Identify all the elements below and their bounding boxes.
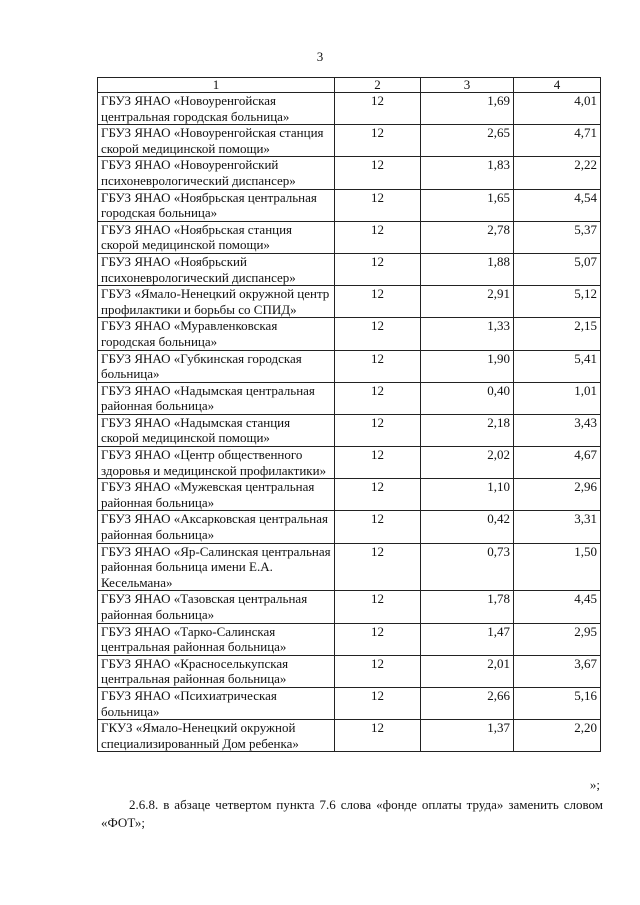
col4-cell: 5,07 [514, 253, 601, 285]
table-row [98, 93, 601, 125]
col4-cell: 5,12 [514, 286, 601, 318]
org-name-cell: ГБУЗ ЯНАО «Центр общественного здоровья и медицинской профилактики» [98, 447, 335, 479]
col3-cell: 2,02 [421, 447, 514, 479]
table-row [98, 125, 601, 157]
col4-cell: 3,31 [514, 511, 601, 543]
org-name-cell: ГБУЗ ЯНАО «Муравленковская городская больница» [98, 318, 335, 350]
table-row [98, 687, 601, 719]
col2-cell: 12 [335, 543, 421, 591]
col3-cell: 0,73 [421, 543, 514, 591]
org-name-cell: ГКУЗ «Ямало-Ненецкий окружной специализированный Дом ребенка» [98, 720, 335, 752]
header-cell-4: 4 [514, 78, 601, 93]
table-row [98, 414, 601, 446]
col3-cell: 2,66 [421, 687, 514, 719]
col4-cell: 5,41 [514, 350, 601, 382]
col3-cell: 2,01 [421, 655, 514, 687]
col2-cell: 12 [335, 687, 421, 719]
col2-cell: 12 [335, 253, 421, 285]
org-name-cell: ГБУЗ ЯНАО «Психиатрическая больница» [98, 687, 335, 719]
col3-cell: 2,65 [421, 125, 514, 157]
col3-cell: 2,78 [421, 221, 514, 253]
col3-cell: 1,90 [421, 350, 514, 382]
org-name-cell: ГБУЗ ЯНАО «Тазовская центральная районная больница» [98, 591, 335, 623]
col4-cell: 4,71 [514, 125, 601, 157]
col4-cell: 1,01 [514, 382, 601, 414]
table-row [98, 382, 601, 414]
col3-cell: 1,37 [421, 720, 514, 752]
col4-cell: 4,54 [514, 189, 601, 221]
col2-cell: 12 [335, 623, 421, 655]
table-header-row [98, 78, 601, 93]
table-row [98, 447, 601, 479]
table-row [98, 511, 601, 543]
org-name-cell: ГБУЗ ЯНАО «Губкинская городская больница» [98, 350, 335, 382]
table-row [98, 543, 601, 591]
col4-cell: 2,15 [514, 318, 601, 350]
quote-end: »; [589, 777, 600, 792]
org-name-cell: ГБУЗ ЯНАО «Новоуренгойская центральная городская больница» [98, 93, 335, 125]
col3-cell: 1,65 [421, 189, 514, 221]
col4-cell: 4,45 [514, 591, 601, 623]
col2-cell: 12 [335, 93, 421, 125]
org-name-cell: ГБУЗ ЯНАО «Тарко-Салинская центральная районная больница» [98, 623, 335, 655]
col2-cell: 12 [335, 414, 421, 446]
col2-cell: 12 [335, 125, 421, 157]
table-row [98, 623, 601, 655]
col2-cell: 12 [335, 157, 421, 189]
amendment-paragraph: 2.6.8. в абзаце четвертом пункта 7.6 слова «фонде оплаты труда» заменить словом «ФОТ»; [101, 797, 603, 830]
data-table [97, 77, 601, 752]
org-name-cell: ГБУЗ ЯНАО «Надымская станция скорой медицинской помощи» [98, 414, 335, 446]
table-body [98, 78, 601, 752]
col2-cell: 12 [335, 511, 421, 543]
col4-cell: 1,50 [514, 543, 601, 591]
org-name-cell: ГБУЗ ЯНАО «Красноселькупская центральная районная больница» [98, 655, 335, 687]
org-name-cell: ГБУЗ ЯНАО «Яр-Салинская центральная районная больница имени Е.А. Кесельмана» [98, 543, 335, 591]
org-name-cell: ГБУЗ ЯНАО «Ноябрьский психоневрологический диспансер» [98, 253, 335, 285]
col3-cell: 1,10 [421, 479, 514, 511]
org-name-cell: ГБУЗ ЯНАО «Мужевская центральная районная больница» [98, 479, 335, 511]
col3-cell: 1,88 [421, 253, 514, 285]
table-row [98, 479, 601, 511]
table-row [98, 350, 601, 382]
col2-cell: 12 [335, 189, 421, 221]
org-name-cell: ГБУЗ ЯНАО «Аксарковская центральная районная больница» [98, 511, 335, 543]
col2-cell: 12 [335, 382, 421, 414]
header-cell-2: 2 [335, 78, 421, 93]
table-row [98, 655, 601, 687]
table-row [98, 157, 601, 189]
table-row [98, 286, 601, 318]
col3-cell: 2,91 [421, 286, 514, 318]
col3-cell: 0,40 [421, 382, 514, 414]
table-row [98, 253, 601, 285]
col2-cell: 12 [335, 655, 421, 687]
col2-cell: 12 [335, 591, 421, 623]
col2-cell: 12 [335, 286, 421, 318]
col4-cell: 3,67 [514, 655, 601, 687]
col2-cell: 12 [335, 720, 421, 752]
org-name-cell: ГБУЗ ЯНАО «Новоуренгойская станция скорой медицинской помощи» [98, 125, 335, 157]
org-name-cell: ГБУЗ «Ямало-Ненецкий окружной центр профилактики и борьбы со СПИД» [98, 286, 335, 318]
col4-cell: 2,20 [514, 720, 601, 752]
col3-cell: 0,42 [421, 511, 514, 543]
col4-cell: 5,16 [514, 687, 601, 719]
col2-cell: 12 [335, 318, 421, 350]
col2-cell: 12 [335, 447, 421, 479]
col4-cell: 4,67 [514, 447, 601, 479]
table-row [98, 221, 601, 253]
table-row [98, 720, 601, 752]
org-name-cell: ГБУЗ ЯНАО «Ноябрьская центральная городская больница» [98, 189, 335, 221]
header-cell-1: 1 [98, 78, 335, 93]
col3-cell: 1,47 [421, 623, 514, 655]
col2-cell: 12 [335, 350, 421, 382]
col3-cell: 1,83 [421, 157, 514, 189]
table-row [98, 591, 601, 623]
col4-cell: 2,96 [514, 479, 601, 511]
org-name-cell: ГБУЗ ЯНАО «Ноябрьская станция скорой медицинской помощи» [98, 221, 335, 253]
org-name-cell: ГБУЗ ЯНАО «Новоуренгойский психоневрологический диспансер» [98, 157, 335, 189]
col4-cell: 5,37 [514, 221, 601, 253]
header-cell-3: 3 [421, 78, 514, 93]
col4-cell: 3,43 [514, 414, 601, 446]
col3-cell: 1,69 [421, 93, 514, 125]
col4-cell: 2,95 [514, 623, 601, 655]
col2-cell: 12 [335, 221, 421, 253]
page-number: 3 [316, 49, 324, 64]
col3-cell: 1,33 [421, 318, 514, 350]
col4-cell: 2,22 [514, 157, 601, 189]
table-row [98, 318, 601, 350]
col3-cell: 2,18 [421, 414, 514, 446]
table-row [98, 189, 601, 221]
col4-cell: 4,01 [514, 93, 601, 125]
org-name-cell: ГБУЗ ЯНАО «Надымская центральная районная больница» [98, 382, 335, 414]
col2-cell: 12 [335, 479, 421, 511]
col3-cell: 1,78 [421, 591, 514, 623]
